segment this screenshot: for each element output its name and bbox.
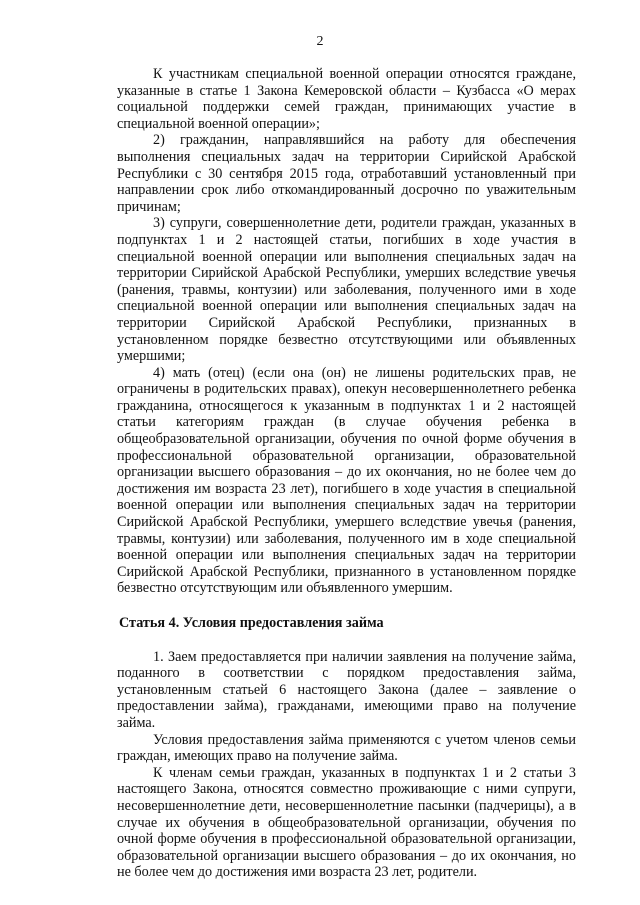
paragraph-article4-point-1: 1. Заем предоставляется при наличии заявления на получение займа, поданного в соответствии с порядком предоставления займа, установленным статьей 6 настоящего Закона (далее – заявление о предоставлении займа), гражданами, имеющими право на получение займа. <box>117 648 576 731</box>
paragraph-loan-conditions: Условия предоставления займа применяются с учетом членов семьи граждан, имеющих право на получение займа. <box>117 731 576 765</box>
paragraph-family-members: К членам семьи граждан, указанных в подпунктах 1 и 2 статьи 3 настоящего Закона, относятся совместно проживающие с ними супруги, несовершеннолетние дети, несовершеннолетние пасынки (падчерицы), а в случае их обучения в общеобразовательной организации, обучения по очной форме обучения в профессиональной образовательной организации, образовательной организации высшего образования – до их окончания, но не более чем до достижения ими возраста 23 лет, родители. <box>117 764 576 881</box>
paragraph-item-3: 3) супруги, совершеннолетние дети, родители граждан, указанных в подпунктах 1 и 2 настоящей статьи, погибших в ходе участия в специальной военной операции или выполнения специальных задач на территории Сирийской Арабской Республики, умерших вследствие увечья (ранения, травмы, контузии) или заболевания, полученного ими в ходе специальной военной операции или выполнения специальных задач на территории Сирийской Арабской Республики, признанных в установленном порядке безвестно отсутствующими или объявленных умершими; <box>117 215 576 365</box>
paragraph-participants-definition: К участникам специальной военной операции относятся граждане, указанные в статье 1 Закона Кемеровской области – Кузбасса «О мерах социальной поддержки семей граждан, принимающих участие в специальной военной операции»; <box>117 66 576 132</box>
paragraph-item-2: 2) гражданин, направлявшийся на работу для обеспечения выполнения специальных задач на территории Сирийской Арабской Республики с 30 сентября 2015 года, отработавший установленный при направлении срок либо откомандированный досрочно по уважительным причинам; <box>117 132 576 215</box>
paragraph-item-4: 4) мать (отец) (если она (он) не лишены родительских прав, не ограничены в родительских правах), опекун несовершеннолетнего ребенка гражданина, относящегося к указанным в подпунктах 1 и 2 настоящей статьи категориям граждан (в случае обучения ребенка в общеобразовательной организации, обучения по очной форме обучения в профессиональной образовательной организации, образовательной организации высшего образования – до их окончания, но не более чем до достижения им возраста 23 лет), погибшего в ходе участия в специальной военной операции или выполнения специальных задач на территории Сирийской Арабской Республики, умершего вследствие увечья (ранения, травмы, контузии) или заболевания, полученного им в ходе специальной военной операции или выполнения специальных задач на территории Сирийской Арабской Республики, признанного в установленном порядке безвестно отсутствующим или объявленного умершим. <box>117 364 576 597</box>
article-heading: Статья 4. Условия предоставления займа <box>119 615 384 631</box>
page-number: 2 <box>316 34 324 49</box>
document-body <box>117 66 576 881</box>
